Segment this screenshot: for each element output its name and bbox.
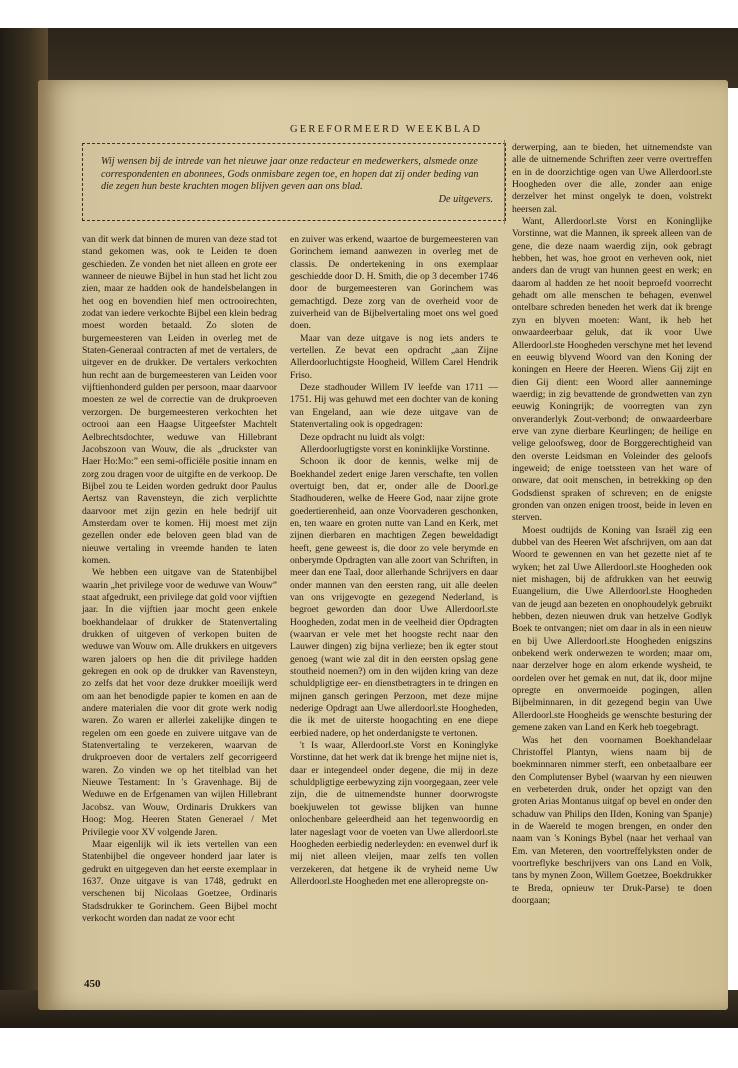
column-1 [82,234,277,925]
running-header: GEREFORMEERD WEEKBLAD [290,124,483,135]
paragraph: We hebben een uitgave van de Statenbijbel waarin „het privilege voor de weduwe van Wouw” staat afgedrukt, een privilege dat gold voor vijftien jaar. In die vijftien jaar mocht geen enkele boekhandelaar of drukker de Statenvertaling drukken of uitgeven of verkopen buiten de weduwe van Wouw om. Alle drukkers en uitgevers waren jaloers op hen die dit privilege hadden gekregen en ook op de drukker van Ravensteyn, zo zelfs dat het voor deze drukker moeilijk werd om aan het benodigde papier te komen en aan de andere materialen die voor dit grote werk nodig waren. Zo waren er allerlei zakelijke dingen te regelen om een goede en zuivere uitgave van de Statenvertaling te verzekeren, waarvan de drukproeven door de vertalers zelf gecorrigeerd waren. Zo vinden we op het titelblad van het Nieuwe Testament: In 's Gravenhage. Bij de Weduwe en de Erfgenamen van wijlen Hillebrant Jacobsz. van Wouw, Ordinaris Drukkers van Hoog: Mog. Heeren Staten Generael / Met Privilegie voor XV volgende Jaren. [82,567,277,838]
paragraph: Deze opdracht nu luidt als volgt: [300,431,425,443]
paragraph: Schoon ik door de kennis, welke mij de Boekhandel zedert enige Jaren verschafte, ten vollen overtuigt ben, dat er, onder alle de Doorl.ge Stadhouderen, welke de Heere God, naar zijne grote goedertierenheid, aan onze Voorvaderen geschonken, en, ten waare en groten nutte van Land en Kerk, met zijnen dierbaren en machtigen Zegen beweldadigt heeft, gene geweest is, die door zo vele berymde en onberymde Opdragten van alle zoort van Schriften, in meer dan ene Taal, door allerhande Schrijvers en daar onder mannen van den eersten rang, uit alle deelen van ons vrijgevogte en gezegend Nederland, is begroet geworden dan door Uwe Allerdoorl.ste Hoogheden, zodat men in de veelheid dier Opdragten (waarvan er vele met het hoogste recht naar den Lauwer dingen) zig bijna verlieze; ben ik egter stout genoeg (want wie zal dit in den eersten opslag gene stoutheid noemen?) om in den wijden kring van deze schuldpligtige eer- en dienstbetragters in te dringen en mijnen gansch geringen Perzoon, met deze mijne nederige Opdragt aan Uwe allerdoorl.ste Hoogheden, die ik met de uiterste hoogachting en ene diepe eerbied nadere, op het onderdanigste te vertonen. [290,456,498,739]
new-year-notice-box [82,143,506,221]
paragraph: Maar eigenlijk wil ik iets vertellen van een Statenbijbel die ongeveer honderd jaar later is gedrukt en uitgegeven dan het eerste exemplaar in 1637. Onze uitgave is van 1748, gedrukt en verschenen bij Nicolaas Goetzee, Ordinaris Stadsdrukker te Gorinchem. Geen Bijbel mocht verkocht worden dan nadat ze voor echt [82,838,277,924]
book-edge-top [0,28,738,88]
paragraph: Allerdoorlugtigste vorst en koninklijke Vorstinne. [300,443,490,455]
paragraph: Want, Allerdoorl.ste Vorst en Koninglijke Vorstinne, wat die Mannen, ik spreek alleen van de gene, die deze naam waerdig zijn, ook gebragt hebben, het was, hoe groot en verheven ook, niet anders dan de vrugt van hunnen geest en werk; en daarom al hadden ze het nooit beproefd voorrecht gehadt om alle menschen te behagen, evenwel ontelbare schreden beneden het werk dat ik brenge zyn en blyven moeten: Want, ik heb het onwaardeerbaar geluk, dat ik voor Uwe Allerdoorl.ste Hoogheden verschyne met het levend en eeuwig blyvend Woord van den Koning der koningen en Heere der Heeren. Wiens Gij zijt en dien Gij dient: een Woord aller aanneminge waerdig; in zig bevattende de grondwetten van zyn eeuwig Koningrijk; de voorregten van zyn onveranderlyk Zout-verbond; de onwaardeerbare erve van zyne dierbare Keurlingen; de heilige en velige geloofsweg, door de Borggerechtigheid van den overste Leidsman en Voleinder des geloofs ingeweid; de enige toetssteen van het ware of onware, dat ooit menschen, in betrekking op den Godsdienst spraken of schreven; en de enigste gronden van onzen enigen troost, beide in leven en sterven. [512,216,712,524]
paragraph: van dit werk dat binnen de muren van deze stad tot stand gekomen was, ook te Leiden te doen geschieden. Ze vonden het niet alleen en grote eer wanneer de nieuwe Bijbel in hun stad het licht zou zien, maar ze hadden ook de handelsbelangen in het oog en bovendien hief men octrooirechten, zodat van iedere verkochte Bijbel een klein bedrag moest worden betaald. Zo sloten de burgemeesteren van Leiden in overleg met de Staten-Generaal contracten af met de vertalers, de uitgever en de drukker. De vertalers verkochten hun recht aan de burgemeesteren van Leiden voor vijftienhonderd gulden per persoon, maar daarvoor moesten ze wel de correctie van de drukproeven verzorgen. De burgemeesteren verkochten het octrooi aan een Haagse Uitgeefster Machtelt Aelbrechtsdochter, weduwe van Hillebrant Jacobszoon van Wouw, die als „druckster van Haer Ho:Mo:” een semi-officiële positie innam en zorg zou dragen voor de uitgifte en de verkoop. De Bijbel zou te Leiden worden gedrukt door Paulus Aertsz van Ravensteyn, die zich verplichtte daarvoor met zijn gezin en hele bedrijf uit Amsterdam over te komen. Hij moest met zijn gezellen onder ede beloven geen blad van de nieuwe vertaling in vreemde handen te laten komen. [82,234,277,566]
notice-signature: De uitgevers. [438,193,493,205]
notice-body: Wij wensen bij de intrede van het nieuwe jaar onze redacteur en medewerkers, alsmede onze correspondenten en abonnees, Gods onmisbare zegen toe, en hopen dat zij onder beding van die zegen hun beste krachten mogen blijven geven aan ons blad. [101,156,479,193]
column-3 [512,142,712,907]
column-divider [504,140,505,224]
paragraph: Deze stadhouder Willem IV leefde van 1711 — 1751. Hij was gehuwd met een dochter van de koning van Engeland, aan wie deze uitgave van de Statenvertaling ook is opgedragen: [290,382,498,431]
paragraph: Was het den voornamen Boekhandelaar Christoffel Plantyn, wiens naam bij de boekminnaren nimmer sterft, een onbetaalbare eer den Complutenser Bybel (waarvan hy een nieuwen en verbeterden druk, onder het opzigt van den groten Arias Montanus uitgaf op bevel en onder den schaduw van Philips den IIden, Koning van Spanje) in de Waereld te mogen brengen, en onder den naam van 's Konings Bybel (naar het verhaal van Em. van Meteren, den voortreffelyksten onder de voortreflyke beschrijvers van ons Land en Volk, tans by mynen Zoon, Willem Goetzee, Boekdrukker te Breda, opnieuw ter Druk-Parse) te doen doorgaan; [512,734,712,906]
paragraph: derwerping, aan te bieden, het uitnemendste van alle de uitnemende Schriften zeer verre overtreffen en in de doorzichtige ogen van Uwe Allerdoorl.ste Hoogheden over die alle, zonder aan enige derzelver het minst ongelyk te doen, volstrekt heersen zal. [512,142,712,215]
paragraph: 't Is waar, Allerdoorl.ste Vorst en Koninglyke Vorstinne, dat het werk dat ik brenge het mijne niet is, daar er integendeel onder degene, die mij in deze schuldpligtige eerbewyzing zijn voorgegaan, zeer vele zijn, die de uitnemendste hunner doorwrogste boekjuwelen tot gewisse blijken van hunne onlochenbare geleerdheid aan het tegenwoordig en later nageslagt voor de voeten van Uwe allerdoorl.ste Hoogheden eerbiedig nederleyden: en evenwel durf ik mij niet alleen vleijen, maar zelfs ten vollen verzekeren, dat hetgene ik de vryheid neme Uw Allerdoorl.ste Hoogheden met ene alleropregste on- [290,740,498,887]
column-2 [290,234,498,888]
paragraph: Maar van deze uitgave is nog iets anders te vertellen. Ze bevat een opdracht „aan Zijne Allerdoorluchtigste Hoogheid, Willem Carel Hendrik Friso. [290,332,498,381]
paragraph: en zuiver was erkend, waartoe de burgemeesteren van Gorinchem iemand aanwezen in overleg met de classis. De ondertekening in ons exemplaar geschiedde door D. H. Smith, die op 3 december 1746 door de burgemeesteren van Gorinchem was gemachtigd. Deze zorg van de overheid voor de zuiverheid van de Bijbelvertaling moet ons wel goed doen. [290,234,498,332]
paragraph: Moest oudtijds de Koning van Israël zig een dubbel van des Heeren Wet afschrijven, om aan dat Woord te gewennen en van het gezette niet af te wyken; het zal Uwe Allerdoorl.ste Hoogheden ook niet mishagen, bij de afdrukken van het eeuwig Euangelium, die Uwe Allerdoorl.ste Hoogheden van de jeugd aan bezeten en onophoudelyk gebruikt hebben, dezen nieuwen druk van hetzelve Godlyk Boek te ontvangen; niet om daar in als in een nieuw en bij Uwe Allerdoorl.ste Hoogheden enigszins onbekend werk onderwezen te worden; maar om, naar derzelver hoge en alom erkende wysheid, te oordelen over het gemak en nut, dat ik, door mijne opregte en onvermoeide pogingen, allen Bijbelminnaren, in dit gezegend begin van Uwe Allerdoorl.ste Hoogheids ge wenschte besturing der gemene zaken van Land en Kerk heb toegebragt. [512,524,712,734]
page-number: 450 [84,978,101,990]
notice-text [101,156,493,206]
